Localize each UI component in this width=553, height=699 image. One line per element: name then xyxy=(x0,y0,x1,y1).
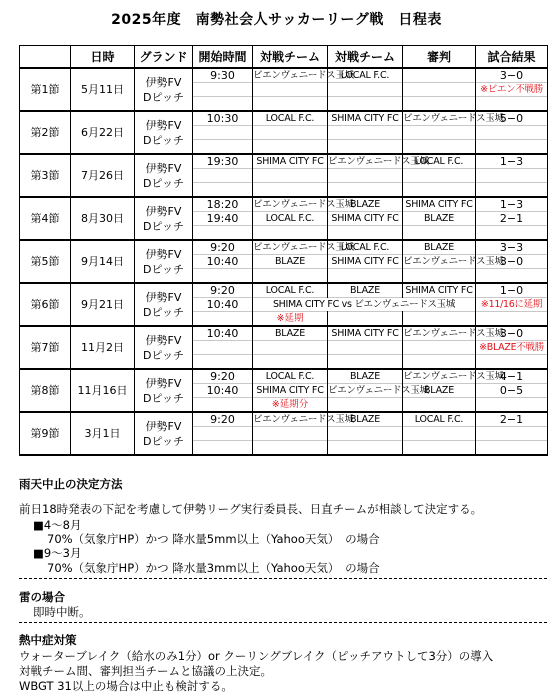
table-row xyxy=(20,326,548,341)
time-cell xyxy=(193,83,253,97)
team1-cell xyxy=(253,140,328,155)
ground-name: 伊勢FV xyxy=(145,376,182,390)
header-date: 日時 xyxy=(71,46,135,69)
team2-cell: BLAZE xyxy=(328,197,403,212)
date-cell: 6月22日 xyxy=(71,111,135,154)
result-cell xyxy=(476,140,548,155)
result-cell xyxy=(476,355,548,370)
time-cell xyxy=(193,341,253,355)
time-cell xyxy=(193,427,253,441)
heat-line-1: ウォーターブレイク（給水のみ1分）or クーリングブレイク（ピッチアウトして3分）の導入 xyxy=(19,649,494,663)
result-cell: 1−3 xyxy=(476,154,548,169)
ground-pitch: Dピッチ xyxy=(142,176,185,190)
team2-cell xyxy=(328,427,403,441)
time-cell: 9:20 xyxy=(193,240,253,255)
result-cell: 3−0 xyxy=(476,255,548,269)
time-cell: 9:30 xyxy=(193,68,253,83)
team2-cell xyxy=(328,169,403,183)
team2-cell xyxy=(328,398,403,413)
referee-cell: ビエンヴェニードス玉城 xyxy=(403,256,504,267)
time-cell: 10:40 xyxy=(193,255,253,269)
time-cell xyxy=(193,441,253,456)
postponed-match-cell: SHIMA CITY FC vs ビエンヴェニードス玉城 xyxy=(253,298,476,312)
time-cell: 10:40 xyxy=(193,298,253,312)
result-cell xyxy=(476,269,548,284)
team1-cell: ビエンヴェニードス玉城 xyxy=(253,70,354,81)
time-cell xyxy=(193,355,253,370)
team1-cell xyxy=(253,97,328,112)
team2-cell: SHIMA CITY FC xyxy=(328,111,403,126)
team2-cell xyxy=(328,140,403,155)
ground-pitch: Dピッチ xyxy=(142,90,185,104)
ground-name: 伊勢FV xyxy=(145,75,182,89)
referee-cell xyxy=(403,83,476,97)
referee-cell xyxy=(403,441,476,456)
ground-name: 伊勢FV xyxy=(145,204,182,218)
ground-name: 伊勢FV xyxy=(145,247,182,261)
time-cell xyxy=(193,398,253,413)
time-cell xyxy=(193,126,253,140)
result-note: ※11/16に延期 xyxy=(476,298,548,312)
result-cell xyxy=(476,97,548,112)
team2-cell xyxy=(328,341,403,355)
result-cell xyxy=(476,169,548,183)
section-cell: 第1節 xyxy=(20,68,71,111)
divider xyxy=(19,578,547,579)
ground-pitch: Dピッチ xyxy=(142,391,185,405)
rain-period-1: ■4〜8月 xyxy=(33,518,82,532)
thunder-text: 即時中断。 xyxy=(33,605,91,619)
team1-cell xyxy=(253,427,328,441)
time-cell xyxy=(193,169,253,183)
ground-cell xyxy=(135,197,193,240)
team2-cell xyxy=(328,355,403,370)
header-ground: グランド xyxy=(135,46,193,69)
result-cell: 1−3 xyxy=(476,197,548,212)
ground-name: 伊勢FV xyxy=(145,161,182,175)
team2-cell xyxy=(328,269,403,284)
header-referee: 審判 xyxy=(403,46,476,69)
team2-cell: BLAZE xyxy=(328,283,403,298)
time-cell: 18:20 xyxy=(193,197,253,212)
team2-cell: ビエンヴェニードス玉城 xyxy=(328,385,429,396)
time-cell: 9:20 xyxy=(193,369,253,384)
ground-name: 伊勢FV xyxy=(145,290,182,304)
postponed-note: ※延期分 xyxy=(253,398,328,413)
date-cell: 5月11日 xyxy=(71,68,135,111)
time-cell: 10:30 xyxy=(193,111,253,126)
time-cell xyxy=(193,183,253,198)
team1-cell xyxy=(253,169,328,183)
team1-cell: LOCAL F.C. xyxy=(253,283,328,298)
ground-name: 伊勢FV xyxy=(145,419,182,433)
team2-cell: ビエンヴェニードス玉城 xyxy=(328,156,429,167)
ground-pitch: Dピッチ xyxy=(142,219,185,233)
result-cell xyxy=(476,312,548,327)
time-cell xyxy=(193,97,253,112)
result-cell xyxy=(476,183,548,198)
team1-cell: BLAZE xyxy=(253,326,328,341)
team1-cell xyxy=(253,226,328,241)
date-cell: 7月26日 xyxy=(71,154,135,197)
referee-cell: ビエンヴェニードス玉城 xyxy=(403,113,504,124)
result-cell: 5−0 xyxy=(476,111,548,126)
referee-cell: LOCAL F.C. xyxy=(403,154,476,169)
ground-name: 伊勢FV xyxy=(145,333,182,347)
result-cell: 0−5 xyxy=(476,384,548,398)
team1-cell: SHIMA CITY FC xyxy=(253,384,328,398)
result-cell: 1−0 xyxy=(476,283,548,298)
header-team-2: 対戦チーム xyxy=(328,46,403,69)
table-row xyxy=(20,369,548,384)
result-cell xyxy=(476,398,548,413)
result-note: ※ビエン不戦勝 xyxy=(476,83,548,97)
ground-cell xyxy=(135,68,193,111)
referee-cell xyxy=(403,269,476,284)
referee-cell: BLAZE xyxy=(403,384,476,398)
referee-cell xyxy=(403,169,476,183)
time-cell: 19:40 xyxy=(193,212,253,226)
referee-cell xyxy=(403,341,476,355)
referee-cell: BLAZE xyxy=(403,212,476,226)
ground-name: 伊勢FV xyxy=(145,118,182,132)
team1-cell xyxy=(253,183,328,198)
table-row xyxy=(20,111,548,126)
table-row xyxy=(20,412,548,427)
ground-pitch: Dピッチ xyxy=(142,348,185,362)
divider xyxy=(19,622,547,623)
section-cell: 第2節 xyxy=(20,111,71,154)
team2-cell xyxy=(328,441,403,456)
ground-pitch: Dピッチ xyxy=(142,434,185,448)
ground-cell xyxy=(135,326,193,369)
header-section xyxy=(20,46,71,69)
team2-cell: SHIMA CITY FC xyxy=(328,326,403,341)
time-cell: 9:20 xyxy=(193,412,253,427)
referee-cell xyxy=(403,427,476,441)
referee-cell: LOCAL F.C. xyxy=(403,412,476,427)
date-cell: 11月16日 xyxy=(71,369,135,412)
result-cell: 3−3 xyxy=(476,240,548,255)
team1-cell: ビエンヴェニードス玉城 xyxy=(253,199,354,210)
time-cell xyxy=(193,226,253,241)
section-cell: 第4節 xyxy=(20,197,71,240)
team1-cell: LOCAL F.C. xyxy=(253,212,328,226)
team2-cell xyxy=(328,97,403,112)
referee-cell xyxy=(403,126,476,140)
section-cell: 第9節 xyxy=(20,412,71,455)
team2-cell xyxy=(328,126,403,140)
time-cell: 19:30 xyxy=(193,154,253,169)
time-cell xyxy=(193,269,253,284)
heat-heading: 熱中症対策 xyxy=(19,633,77,647)
team2-cell: BLAZE xyxy=(328,412,403,427)
referee-cell xyxy=(403,140,476,155)
section-cell: 第3節 xyxy=(20,154,71,197)
team1-cell xyxy=(253,341,328,355)
table-row xyxy=(20,283,548,298)
page-title: 2025年度 南勢社会人サッカーリーグ戦 日程表 xyxy=(111,12,442,28)
heat-line-3: WBGT 31以上の場合は中止も検討する。 xyxy=(19,679,233,693)
team1-cell xyxy=(253,83,328,97)
referee-cell xyxy=(403,97,476,112)
team1-cell: SHIMA CITY FC xyxy=(253,154,328,169)
ground-cell xyxy=(135,283,193,326)
ground-pitch: Dピッチ xyxy=(142,305,185,319)
team2-cell: SHIMA CITY FC xyxy=(328,212,403,226)
ground-pitch: Dピッチ xyxy=(142,262,185,276)
time-cell: 9:20 xyxy=(193,283,253,298)
referee-cell xyxy=(403,226,476,241)
result-cell: 2−1 xyxy=(476,412,548,427)
date-cell: 9月14日 xyxy=(71,240,135,283)
team2-cell: SHIMA CITY FC xyxy=(328,255,403,269)
referee-cell: SHIMA CITY FC xyxy=(403,197,476,212)
thunder-heading: 雷の場合 xyxy=(19,590,65,604)
date-cell: 9月21日 xyxy=(71,283,135,326)
team1-cell: ビエンヴェニードス玉城 xyxy=(253,414,354,425)
referee-cell: BLAZE xyxy=(403,240,476,255)
team1-cell: LOCAL F.C. xyxy=(253,111,328,126)
result-note: ※BLAZE不戦勝 xyxy=(476,341,548,355)
team2-cell xyxy=(328,226,403,241)
result-cell: 4−1 xyxy=(476,369,548,384)
referee-cell: ビエンヴェニードス玉城 xyxy=(403,371,504,382)
result-cell xyxy=(476,226,548,241)
postponed-note: ※延期 xyxy=(253,312,328,327)
table-row xyxy=(20,68,548,83)
referee-cell xyxy=(403,183,476,198)
team2-cell xyxy=(328,183,403,198)
section-cell: 第6節 xyxy=(20,283,71,326)
team2-cell: LOCAL F.C. xyxy=(328,68,403,83)
rain-period-2: ■9〜3月 xyxy=(33,546,82,560)
team1-cell xyxy=(253,441,328,456)
schedule-table xyxy=(19,45,548,456)
result-cell: 3−0 xyxy=(476,326,548,341)
result-cell xyxy=(476,126,548,140)
team2-cell xyxy=(328,83,403,97)
time-cell: 10:40 xyxy=(193,384,253,398)
table-header-row xyxy=(20,46,548,69)
date-cell: 11月2日 xyxy=(71,326,135,369)
table-row xyxy=(20,197,548,212)
ground-cell xyxy=(135,154,193,197)
referee-cell xyxy=(403,355,476,370)
time-cell xyxy=(193,312,253,327)
rain-condition-2: 70%（気象庁HP）かつ 降水量3mm以上（Yahoo天気） の場合 xyxy=(47,561,380,575)
team1-cell xyxy=(253,355,328,370)
date-cell: 3月1日 xyxy=(71,412,135,455)
ground-cell xyxy=(135,111,193,154)
section-cell: 第8節 xyxy=(20,369,71,412)
table-row xyxy=(20,154,548,169)
ground-pitch: Dピッチ xyxy=(142,133,185,147)
rain-condition-1: 70%（気象庁HP）かつ 降水量5mm以上（Yahoo天気） の場合 xyxy=(47,532,380,546)
referee-cell xyxy=(403,312,476,327)
referee-cell: ビエンヴェニードス玉城 xyxy=(403,328,504,339)
section-cell: 第7節 xyxy=(20,326,71,369)
ground-cell xyxy=(135,412,193,455)
header-start-time: 開始時間 xyxy=(193,46,253,69)
result-cell: 2−1 xyxy=(476,212,548,226)
team2-cell: LOCAL F.C. xyxy=(328,240,403,255)
result-cell xyxy=(476,441,548,456)
date-cell: 8月30日 xyxy=(71,197,135,240)
result-cell xyxy=(476,427,548,441)
rain-intro: 前日18時発表の下記を考慮して伊勢リーグ実行委員長、日直チームが相談して決定する。 xyxy=(19,502,483,516)
result-cell: 3−0 xyxy=(476,68,548,83)
time-cell xyxy=(193,140,253,155)
referee-cell: SHIMA CITY FC xyxy=(403,283,476,298)
team1-cell: LOCAL F.C. xyxy=(253,369,328,384)
heat-line-2: 対戦チーム間、審判担当チームと協議の上決定。 xyxy=(19,664,272,678)
ground-cell xyxy=(135,369,193,412)
header-team-1: 対戦チーム xyxy=(253,46,328,69)
referee-cell xyxy=(403,398,476,413)
team2-cell: BLAZE xyxy=(328,369,403,384)
team2-cell xyxy=(328,312,403,327)
team1-cell: BLAZE xyxy=(253,255,328,269)
rain-heading: 雨天中止の決定方法 xyxy=(19,477,123,491)
header-result: 試合結果 xyxy=(476,46,548,69)
time-cell: 10:40 xyxy=(193,326,253,341)
table-row xyxy=(20,240,548,255)
ground-cell xyxy=(135,240,193,283)
referee-cell xyxy=(403,68,476,83)
section-cell: 第5節 xyxy=(20,240,71,283)
team1-cell xyxy=(253,269,328,284)
team1-cell xyxy=(253,126,328,140)
team1-cell: ビエンヴェニードス玉城 xyxy=(253,242,354,253)
